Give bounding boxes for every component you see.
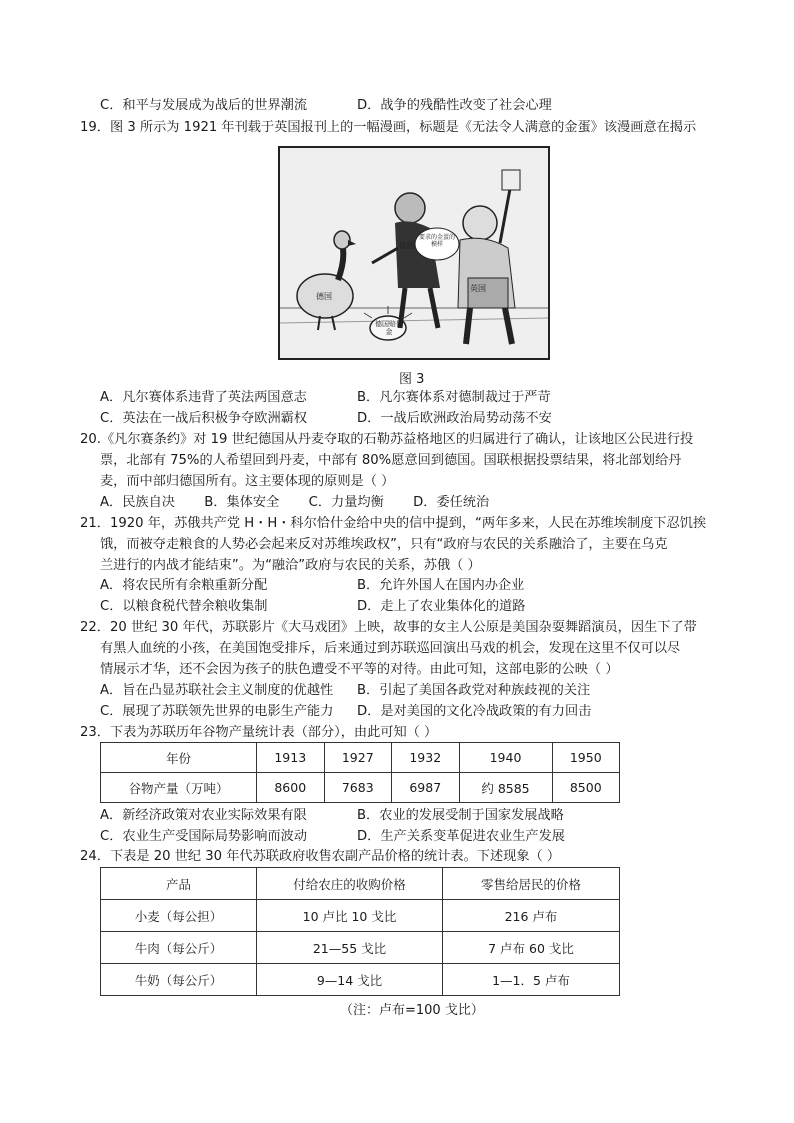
q24-stem: 24．下表是 20 世纪 30 年代苏联政府收售农副产品价格的统计表。下述现象（ ） bbox=[80, 849, 561, 864]
q21-option-c: C．以粮食税代替余粮收集制 bbox=[100, 599, 268, 614]
q23-option-a: A．新经济政策对农业实际效果有限 bbox=[100, 808, 307, 823]
table-row bbox=[101, 868, 620, 900]
q21-option-d: D．走上了农业集体化的道路 bbox=[357, 599, 526, 614]
q20-options: A．民族自决 B．集体安全 C．力量均衡 D．委任统治 bbox=[100, 495, 490, 510]
label-egg: 德国赔偿金 bbox=[375, 320, 403, 336]
table-note: （注：卢布=100 戈比） bbox=[340, 1003, 484, 1018]
table-header-cell: 零售给居民的价格 bbox=[443, 868, 620, 900]
cartoon-illustration bbox=[280, 148, 548, 358]
q19-option-b: B．凡尔赛体系对德制裁过于严苛 bbox=[357, 390, 551, 405]
table-cell: 9—14 戈比 bbox=[257, 964, 443, 996]
q22-option-d: D．是对美国的文化冷战政策的有力回击 bbox=[357, 704, 592, 719]
q20-line-3: 麦，而中部归德国所有。这主要体现的原则是（ ） bbox=[100, 474, 395, 489]
q23-option-b: B．农业的发展受制于国家发展战略 bbox=[357, 808, 564, 823]
table-cell: 6987 bbox=[392, 773, 460, 803]
table-cell: 1932 bbox=[392, 743, 460, 773]
label-germany: 德国 bbox=[316, 292, 332, 301]
table-cell: 牛奶（每公斤） bbox=[101, 964, 257, 996]
table-row bbox=[101, 773, 620, 803]
table-cell: 21—55 戈比 bbox=[257, 932, 443, 964]
label-france: 法国 bbox=[399, 241, 415, 250]
table-cell: 216 卢布 bbox=[443, 900, 620, 932]
figure-caption: 图 3 bbox=[399, 372, 425, 387]
q20-line-1: 20.《凡尔赛条约》对 19 世纪德国从丹麦夺取的石勒苏益格地区的归属进行了确认，让该地区公民进行投 bbox=[80, 432, 694, 447]
table-cell: 7 卢布 60 戈比 bbox=[443, 932, 620, 964]
table-cell: 7683 bbox=[324, 773, 392, 803]
q19-option-d: D．一战后欧洲政治局势动荡不安 bbox=[357, 411, 552, 426]
table-cell: 1950 bbox=[552, 743, 620, 773]
table-row bbox=[101, 900, 620, 932]
table-header-cell: 付给农庄的收购价格 bbox=[257, 868, 443, 900]
table-cell: 小麦（每公担） bbox=[101, 900, 257, 932]
q20-line-2: 票，北部有 75%的人希望回到丹麦，中部有 80%愿意回到德国。国联根据投票结果，将北部划给丹 bbox=[100, 453, 682, 468]
table-cell: 1927 bbox=[324, 743, 392, 773]
table-cell: 1—1．5 卢布 bbox=[443, 964, 620, 996]
q22-option-b: B．引起了美国各政党对种族歧视的关注 bbox=[357, 683, 591, 698]
table-cell: 8600 bbox=[257, 773, 325, 803]
q23-option-c: C．农业生产受国际局势影响而波动 bbox=[100, 829, 308, 844]
q22-option-a: A．旨在凸显苏联社会主义制度的优越性 bbox=[100, 683, 334, 698]
table-cell: 1940 bbox=[459, 743, 552, 773]
table-cell: 约 8585 bbox=[459, 773, 552, 803]
q22-line-2: 有黑人血统的小孩，在美国饱受排斥，后来通过到苏联巡回演出马戏的机会，发现在这里不仅可以尽 bbox=[100, 641, 681, 656]
q21-option-a: A．将农民所有余粮重新分配 bbox=[100, 578, 268, 593]
cartoon-figure bbox=[278, 146, 550, 360]
table-cell: 1913 bbox=[257, 743, 325, 773]
q21-line-2: 饿，而被夺走粮食的人势必会起来反对苏维埃政权”，只有“政府与农民的关系融洽了，主要在乌克 bbox=[100, 537, 668, 552]
q23-option-d: D．生产关系变革促进农业生产发展 bbox=[357, 829, 565, 844]
price-table bbox=[100, 867, 620, 996]
q23-stem: 23．下表为苏联历年谷物产量统计表（部分），由此可知（ ） bbox=[80, 725, 438, 740]
label-bubble: 要求的金蛋的模样 bbox=[419, 234, 456, 248]
table-header-cell: 年份 bbox=[101, 743, 257, 773]
table-cell: 8500 bbox=[552, 773, 620, 803]
table-row bbox=[101, 932, 620, 964]
label-britain: 英国 bbox=[470, 284, 486, 293]
q21-line-1: 21．1920 年，苏俄共产党 H・H・科尔恰什金给中央的信中提到，“两年多来，人民在苏维埃制度下忍饥挨 bbox=[80, 516, 707, 531]
q19-option-c: C．英法在一战后积极争夺欧洲霸权 bbox=[100, 411, 308, 426]
table-cell: 10 卢比 10 戈比 bbox=[257, 900, 443, 932]
q22-line-1: 22．20 世纪 30 年代，苏联影片《大马戏团》上映，故事的女主人公原是美国杂耍舞蹈演员，因生下了带 bbox=[80, 620, 697, 635]
q22-option-c: C．展现了苏联领先世界的电影生产能力 bbox=[100, 704, 334, 719]
q19-stem: 19．图 3 所示为 1921 年刊载于英国报刊上的一幅漫画，标题是《无法令人满意的金蛋》该漫画意在揭示 bbox=[80, 120, 697, 135]
q18-option-d: D．战争的残酷性改变了社会心理 bbox=[357, 98, 552, 113]
table-row bbox=[101, 743, 620, 773]
table-row bbox=[101, 964, 620, 996]
table-cell: 牛肉（每公斤） bbox=[101, 932, 257, 964]
q21-option-b: B．允许外国人在国内办企业 bbox=[357, 578, 525, 593]
table-header-cell: 谷物产量（万吨） bbox=[101, 773, 257, 803]
q18-option-c: C．和平与发展成为战后的世界潮流 bbox=[100, 98, 308, 113]
q22-line-3: 情展示才华，还不会因为孩子的肤色遭受不平等的对待。由此可知，这部电影的公映（ ） bbox=[100, 662, 619, 677]
table-header-cell: 产品 bbox=[101, 868, 257, 900]
grain-output-table bbox=[100, 742, 620, 803]
q19-option-a: A．凡尔赛体系违背了英法两国意志 bbox=[100, 390, 307, 405]
q21-line-3: 兰进行的内战才能结束”。为“融洽”政府与农民的关系，苏俄（ ） bbox=[100, 558, 481, 573]
